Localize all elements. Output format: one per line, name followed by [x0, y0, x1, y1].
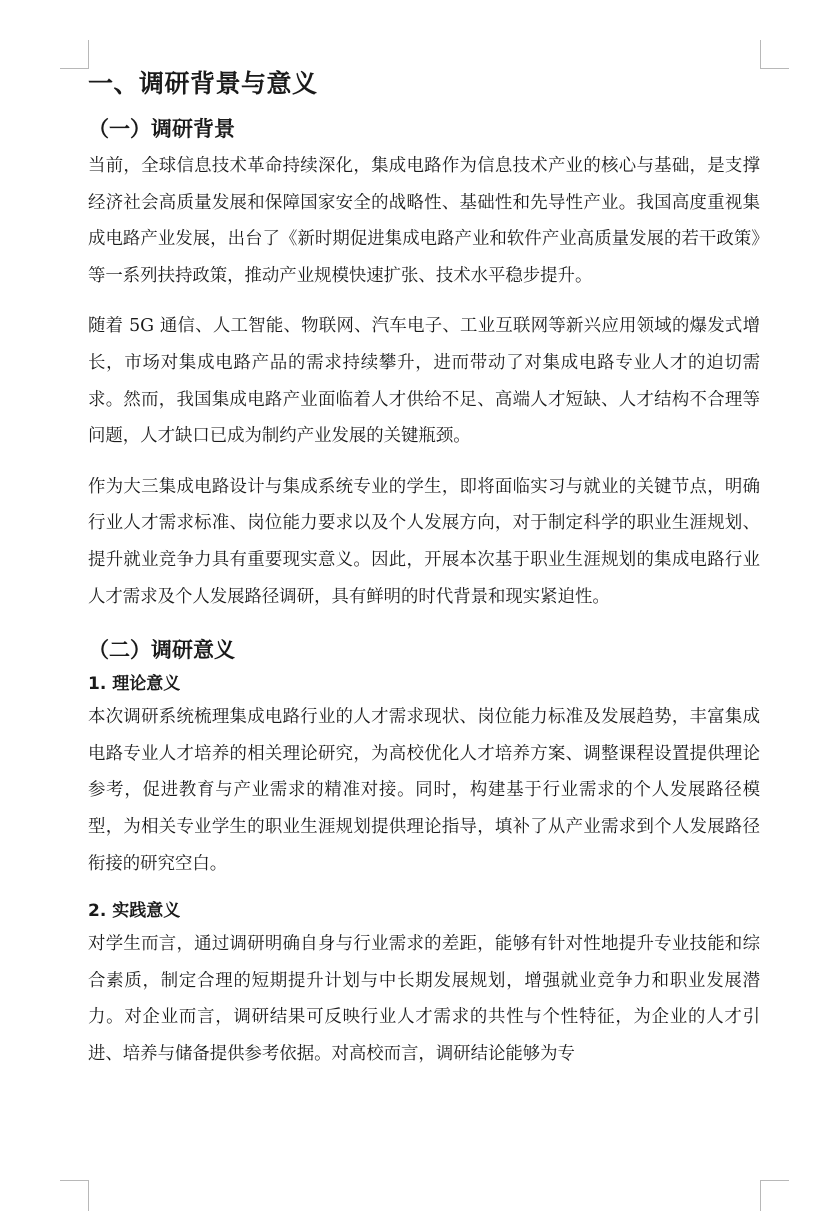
- paragraph-background-3: 作为大三集成电路设计与集成系统专业的学生，即将面临实习与就业的关键节点，明确行业人才需求标准、岗位能力要求以及个人发展方向，对于制定科学的职业生涯规划、提升就业竞争力具有重要现实意义。因此，开展本次基于职业生涯规划的集成电路行业人才需求及个人发展路径调研，具有鲜明的时代背景和现实紧迫性。: [88, 476, 760, 607]
- document-body: [88, 64, 760, 1072]
- section-title-background: （一）调研背景: [88, 117, 235, 141]
- subsection-title-theoretical: 1. 理论意义: [88, 674, 181, 695]
- paragraph-practical: 对学生而言，通过调研明确自身与行业需求的差距，能够有针对性地提升专业技能和综合素质，制定合理的短期提升计划与中长期发展规划，增强就业竞争力和职业发展潜力。对企业而言，调研结果可反映行业人才需求的共性与个性特征，为企业的人才引进、培养与储备提供参考依据。对高校而言，调研结论能够为专: [88, 934, 760, 1064]
- crop-mark-top-right: [760, 40, 789, 69]
- heading-research-background-significance: 一、调研背景与意义: [88, 69, 318, 98]
- paragraph-background-1: 当前，全球信息技术革命持续深化，集成电路作为信息技术产业的核心与基础，是支撑经济社会高质量发展和保障国家安全的战略性、基础性和先导性产业。我国高度重视集成电路产业发展，出台了《新时期促进集成电路产业和软件产业高质量发展的若干政策》等一系列扶持政策，推动产业规模快速扩张、技术水平稳步提升。: [88, 156, 760, 286]
- paragraph-theoretical: 本次调研系统梳理集成电路行业的人才需求现状、岗位能力标准及发展趋势，丰富集成电路专业人才培养的相关理论研究，为高校优化人才培养方案、调整课程设置提供理论参考，促进教育与产业需求的精准对接。同时，构建基于行业需求的个人发展路径模型，为相关专业学生的职业生涯规划提供理论指导，填补了从产业需求到个人发展路径衔接的研究空白。: [88, 707, 760, 874]
- section-title-significance: （二）调研意义: [88, 638, 235, 663]
- subsection-title-practical: 2. 实践意义: [88, 901, 181, 922]
- paragraph-background-2: 随着 5G 通信、人工智能、物联网、汽车电子、工业互联网等新兴应用领域的爆发式增长，市场对集成电路产品的需求持续攀升，进而带动了对集成电路专业人才的迫切需求。然而，我国集成电路产业面临着人才供给不足、高端人才短缺、人才结构不合理等问题，人才缺口已成为制约产业发展的关键瓶颈。: [88, 316, 760, 447]
- crop-mark-bottom-right: [760, 1180, 789, 1211]
- crop-mark-top-left: [60, 40, 89, 69]
- crop-mark-bottom-left: [60, 1180, 89, 1211]
